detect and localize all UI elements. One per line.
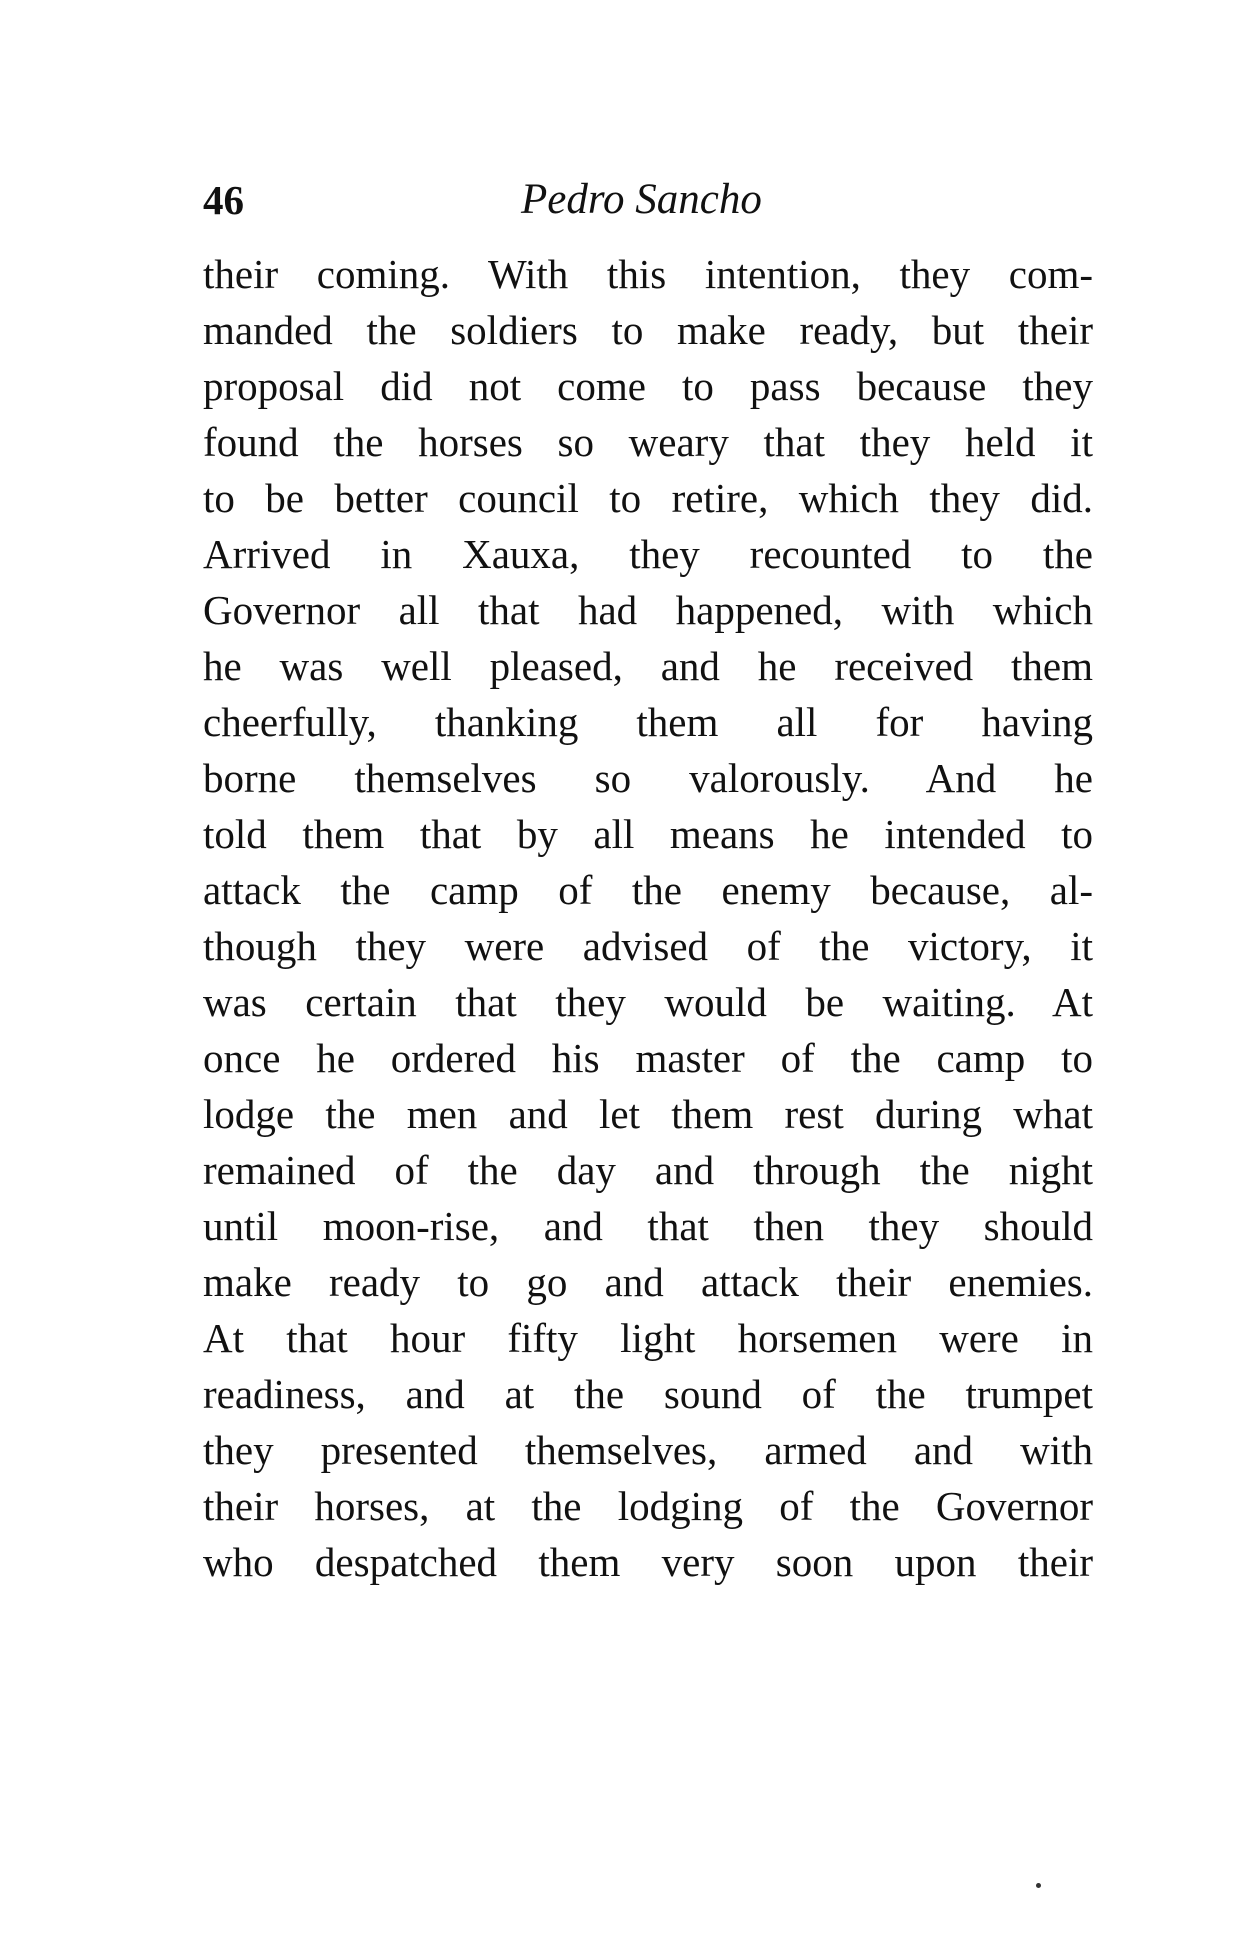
text-line: once he ordered his master of the camp to [203, 1035, 1093, 1081]
text-line: who despatched them very soon upon their [203, 1539, 1093, 1585]
text-line: though they were advised of the victory, it [203, 923, 1093, 969]
text-line: borne themselves so valorously. And he [203, 755, 1093, 801]
page-number: 46 [203, 177, 244, 223]
text-line: found the horses so weary that they held it [203, 419, 1093, 465]
text-line: to be better council to retire, which they did. [203, 475, 1093, 521]
text-line: lodge the men and let them rest during what [203, 1091, 1093, 1137]
text-line: Governor all that had happened, with which [203, 587, 1093, 633]
text-line: manded the soldiers to make ready, but their [203, 307, 1093, 353]
text-line: their horses, at the lodging of the Governor [203, 1483, 1093, 1529]
running-head [203, 170, 1103, 230]
text-line: proposal did not come to pass because they [203, 363, 1093, 409]
body-text [203, 246, 1093, 1590]
text-line: attack the camp of the enemy because, al- [203, 867, 1093, 913]
text-line: was certain that they would be waiting. At [203, 979, 1093, 1025]
text-line: At that hour fifty light horsemen were in [203, 1315, 1093, 1361]
text-line: told them that by all means he intended to [203, 811, 1093, 857]
running-title: Pedro Sancho [521, 176, 762, 223]
text-line: he was well pleased, and he received them [203, 643, 1093, 689]
text-line: remained of the day and through the night [203, 1147, 1093, 1193]
text-line: they presented themselves, armed and with [203, 1427, 1093, 1473]
text-line: until moon-rise, and that then they should [203, 1203, 1093, 1249]
text-line: make ready to go and attack their enemies. [203, 1259, 1093, 1305]
text-line: Arrived in Xauxa, they recounted to the [203, 531, 1093, 577]
paper-speck [1036, 1883, 1041, 1888]
text-line: their coming. With this intention, they com- [203, 251, 1093, 297]
text-line: readiness, and at the sound of the trumpet [203, 1371, 1093, 1417]
text-line: cheerfully, thanking them all for having [203, 699, 1093, 745]
